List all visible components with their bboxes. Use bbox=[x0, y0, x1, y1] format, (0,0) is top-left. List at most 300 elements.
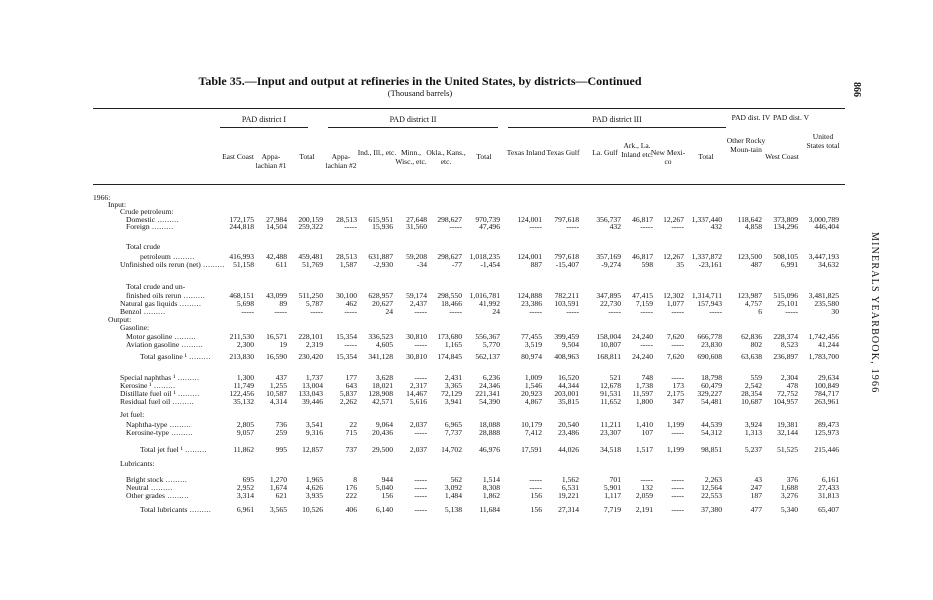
table-cell: 631,887 bbox=[368, 252, 393, 261]
table-cell: 51,158 bbox=[233, 260, 254, 269]
table-cell: 98,851 bbox=[701, 445, 722, 454]
table-cell: 59,174 bbox=[406, 291, 427, 300]
column-header: New Mexi-co bbox=[650, 148, 686, 166]
table-cell: 104,957 bbox=[773, 397, 798, 406]
row-label: Aviation gasoline ..... bbox=[126, 339, 203, 350]
table-cell: 2,263 bbox=[704, 475, 722, 484]
table-cell: 748 bbox=[641, 373, 653, 382]
table-cell: 2,300 bbox=[236, 340, 254, 349]
table-cell: 30,100 bbox=[336, 291, 357, 300]
table-cell: 157,943 bbox=[697, 299, 722, 308]
table-cell: ----- bbox=[414, 491, 427, 500]
table-cell: ----- bbox=[310, 307, 323, 316]
table-cell: 44,026 bbox=[558, 445, 579, 454]
table-cell: 11,211 bbox=[600, 420, 621, 429]
table-cell: 31,813 bbox=[818, 491, 839, 500]
table-cell: 42,488 bbox=[266, 252, 287, 261]
table-cell: 468,151 bbox=[229, 291, 254, 300]
table-cell: 2,319 bbox=[305, 340, 323, 349]
table-cell: 23,830 bbox=[701, 340, 722, 349]
table-cell: 7,719 bbox=[603, 505, 621, 514]
group-header-pad3: PAD district III bbox=[592, 115, 642, 124]
row-label: finished oils rerun ..... bbox=[126, 290, 205, 301]
table-cell: 329,227 bbox=[697, 389, 722, 398]
table-cell: 91,531 bbox=[600, 389, 621, 398]
table-cell: 643 bbox=[345, 381, 357, 390]
table-cell: 406 bbox=[345, 505, 357, 514]
table-cell: 5,901 bbox=[603, 483, 621, 492]
table-cell: 437 bbox=[275, 373, 287, 382]
table-cell: 65,407 bbox=[818, 505, 839, 514]
table-cell: 1,783,700 bbox=[808, 352, 839, 361]
table-cell: 1,737 bbox=[305, 373, 323, 382]
table-cell: 213,830 bbox=[229, 352, 254, 361]
table-cell: 6,965 bbox=[444, 420, 462, 429]
table-cell: 203,001 bbox=[554, 389, 579, 398]
table-cell: 13,004 bbox=[302, 381, 323, 390]
table-cell: 1,313 bbox=[744, 428, 762, 437]
table-cell: 23,307 bbox=[600, 428, 621, 437]
table-cell: 736 bbox=[275, 420, 287, 429]
row-label: Input: bbox=[108, 200, 127, 209]
table-cell: -2,930 bbox=[373, 260, 393, 269]
table-cell: 11,597 bbox=[632, 389, 653, 398]
table-cell: 103,591 bbox=[554, 299, 579, 308]
table-cell: ----- bbox=[785, 307, 798, 316]
column-header: La. Gulf bbox=[592, 148, 618, 157]
group-header-pad5: PAD dist. V bbox=[772, 113, 810, 122]
table-cell: 477 bbox=[750, 505, 762, 514]
table-cell: 2,431 bbox=[444, 373, 462, 382]
table-cell: 27,648 bbox=[406, 215, 427, 224]
table-cell: ----- bbox=[414, 428, 427, 437]
table-cell: 230,420 bbox=[298, 352, 323, 361]
table-cell: 22,553 bbox=[701, 491, 722, 500]
table-cell: 1,862 bbox=[482, 491, 500, 500]
table-cell: 562 bbox=[450, 475, 462, 484]
table-cell: 177 bbox=[345, 373, 357, 382]
table-cell: 6,236 bbox=[482, 373, 500, 382]
table-cell: 3,628 bbox=[375, 373, 393, 382]
table-cell: 1,674 bbox=[269, 483, 287, 492]
table-cell: 118,642 bbox=[737, 215, 762, 224]
table-cell: 72,129 bbox=[441, 389, 462, 398]
table-cell: 20,436 bbox=[372, 428, 393, 437]
table-cell: 44,539 bbox=[701, 420, 722, 429]
table-cell: 28,888 bbox=[479, 428, 500, 437]
table-cell: ----- bbox=[529, 222, 542, 231]
table-cell: 3,565 bbox=[269, 505, 287, 514]
table-cell: 408,963 bbox=[554, 352, 579, 361]
table-cell: 29,634 bbox=[818, 373, 839, 382]
table-cell: 1,688 bbox=[780, 483, 798, 492]
table-cell: 51,525 bbox=[777, 445, 798, 454]
table-cell: 173 bbox=[672, 381, 684, 390]
table-cell: 156 bbox=[381, 491, 393, 500]
table-cell: 44,344 bbox=[558, 381, 579, 390]
table-cell: 123,987 bbox=[737, 291, 762, 300]
table-cell: 462 bbox=[345, 299, 357, 308]
table-cell: 156 bbox=[530, 491, 542, 500]
table-cell: 19 bbox=[279, 340, 287, 349]
table-cell: 14,504 bbox=[266, 222, 287, 231]
table-cell: 125,973 bbox=[814, 428, 839, 437]
table-cell: 20,540 bbox=[558, 420, 579, 429]
table-cell: 30,810 bbox=[406, 332, 427, 341]
table-cell: 4,605 bbox=[375, 340, 393, 349]
table-cell: 1,514 bbox=[482, 475, 500, 484]
table-cell: ----- bbox=[566, 307, 579, 316]
table-cell: 1,009 bbox=[524, 373, 542, 382]
table-cell: 416,993 bbox=[229, 252, 254, 261]
table-cell: 134,296 bbox=[773, 222, 798, 231]
table-cell: 19,221 bbox=[558, 491, 579, 500]
table-cell: 9,057 bbox=[236, 428, 254, 437]
table-cell: 887 bbox=[530, 260, 542, 269]
table-cell: 18,798 bbox=[701, 373, 722, 382]
table-cell: 3,092 bbox=[444, 483, 462, 492]
table-cell: 14,702 bbox=[441, 445, 462, 454]
group-header-pad1: PAD district I bbox=[241, 115, 287, 124]
table-cell: 6,991 bbox=[780, 260, 798, 269]
table-cell: 1,800 bbox=[635, 397, 653, 406]
table-cell: 1,965 bbox=[305, 475, 323, 484]
table-cell: 2,542 bbox=[744, 381, 762, 390]
table-cell: 124,888 bbox=[517, 291, 542, 300]
table-cell: 174,845 bbox=[437, 352, 462, 361]
table-cell: 1,077 bbox=[666, 299, 684, 308]
table-cell: ----- bbox=[671, 483, 684, 492]
table-cell: ----- bbox=[671, 222, 684, 231]
table-cell: 23,386 bbox=[521, 299, 542, 308]
table-cell: 2,304 bbox=[780, 373, 798, 382]
table-cell: 59,208 bbox=[406, 252, 427, 261]
table-cell: 4,858 bbox=[744, 222, 762, 231]
table-cell: 10,526 bbox=[302, 505, 323, 514]
table-cell: 2,262 bbox=[339, 397, 357, 406]
table-cell: 1,587 bbox=[339, 260, 357, 269]
table-cell: 5,340 bbox=[780, 505, 798, 514]
table-cell: 9,504 bbox=[561, 340, 579, 349]
table-cell: 628,957 bbox=[368, 291, 393, 300]
table-cell: 15,354 bbox=[336, 352, 357, 361]
table-cell: 173,680 bbox=[437, 332, 462, 341]
table-cell: 1,016,781 bbox=[469, 291, 500, 300]
table-cell: 27,433 bbox=[818, 483, 839, 492]
column-header: Minn., Wisc., etc. bbox=[395, 148, 427, 166]
row-label: Crude petroleum: bbox=[120, 207, 174, 216]
table-cell: 12,857 bbox=[302, 445, 323, 454]
table-cell: 77,455 bbox=[521, 332, 542, 341]
table-cell: 43,099 bbox=[266, 291, 287, 300]
table-subtitle: (Thousand barrels) bbox=[387, 88, 453, 98]
table-cell: 2,437 bbox=[409, 299, 427, 308]
table-cell: 11,652 bbox=[600, 397, 621, 406]
table-cell: 6,961 bbox=[236, 505, 254, 514]
column-header: Ark., La. Inland etc. bbox=[621, 141, 653, 159]
table-cell: 10,179 bbox=[521, 420, 542, 429]
table-cell: 18,021 bbox=[372, 381, 393, 390]
table-cell: 29,500 bbox=[372, 445, 393, 454]
table-cell: 556,367 bbox=[475, 332, 500, 341]
table-cell: 1,270 bbox=[269, 475, 287, 484]
table-cell: 2,037 bbox=[409, 420, 427, 429]
table-cell: 1,742,456 bbox=[808, 332, 839, 341]
table-cell: 8,308 bbox=[482, 483, 500, 492]
row-label: Naphtha-type ..... bbox=[126, 419, 191, 430]
table-cell: 187 bbox=[750, 491, 762, 500]
row-label: Foreign ..... bbox=[126, 221, 174, 232]
row-label: Gasoline: bbox=[120, 323, 150, 332]
table-cell: 3,941 bbox=[444, 397, 462, 406]
table-cell: 46,817 bbox=[632, 215, 653, 224]
table-cell: 1,165 bbox=[444, 340, 462, 349]
table-cell: 298,550 bbox=[437, 291, 462, 300]
table-cell: 156 bbox=[530, 505, 542, 514]
table-cell: 22 bbox=[349, 420, 357, 429]
table-cell: 10,687 bbox=[741, 397, 762, 406]
table-cell: ----- bbox=[640, 340, 653, 349]
table-cell: 347 bbox=[672, 397, 684, 406]
table-cell: 511,250 bbox=[298, 291, 323, 300]
table-cell: 235,580 bbox=[814, 299, 839, 308]
table-cell: ----- bbox=[344, 307, 357, 316]
table-cell: 9,064 bbox=[375, 420, 393, 429]
table-cell: 23,486 bbox=[558, 428, 579, 437]
table-cell: 12,267 bbox=[663, 252, 684, 261]
table-cell: ----- bbox=[671, 340, 684, 349]
table-cell: 336,523 bbox=[368, 332, 393, 341]
table-cell: 7,737 bbox=[444, 428, 462, 437]
table-cell: -1,454 bbox=[480, 260, 500, 269]
table-cell: 128,908 bbox=[368, 389, 393, 398]
table-cell: 10,807 bbox=[600, 340, 621, 349]
table-cell: -15,407 bbox=[555, 260, 579, 269]
row-label: Benzol ..... bbox=[120, 306, 166, 317]
table-cell: 695 bbox=[242, 475, 254, 484]
table-cell: 4,757 bbox=[744, 299, 762, 308]
table-cell: 47,415 bbox=[632, 291, 653, 300]
table-cell: 172,175 bbox=[229, 215, 254, 224]
table-cell: 5,237 bbox=[744, 445, 762, 454]
table-cell: 30,810 bbox=[406, 352, 427, 361]
table-cell: 1,546 bbox=[524, 381, 542, 390]
table-cell: ----- bbox=[671, 475, 684, 484]
table-cell: 802 bbox=[750, 340, 762, 349]
table-cell: 1,018,235 bbox=[469, 252, 500, 261]
table-cell: 3,000,789 bbox=[808, 215, 839, 224]
table-cell: 432 bbox=[710, 222, 722, 231]
table-cell: 3,481,825 bbox=[808, 291, 839, 300]
table-cell: 1,410 bbox=[635, 420, 653, 429]
table-cell: 5,698 bbox=[236, 299, 254, 308]
table-cell: 1,314,711 bbox=[691, 291, 722, 300]
table-cell: 18,466 bbox=[441, 299, 462, 308]
table-cell: 158,004 bbox=[596, 332, 621, 341]
table-cell: ----- bbox=[529, 483, 542, 492]
table-cell: ----- bbox=[671, 505, 684, 514]
table-cell: 10,587 bbox=[266, 389, 287, 398]
table-cell: 611 bbox=[275, 260, 287, 269]
table-cell: 16,520 bbox=[558, 373, 579, 382]
table-cell: 72,752 bbox=[777, 389, 798, 398]
table-cell: 7,620 bbox=[666, 352, 684, 361]
table-cell: 797,618 bbox=[554, 215, 579, 224]
table-cell: 16,590 bbox=[266, 352, 287, 361]
table-cell: ----- bbox=[414, 505, 427, 514]
header-top-rule bbox=[93, 108, 845, 109]
table-cell: 1,738 bbox=[635, 381, 653, 390]
table-cell: 1,337,440 bbox=[691, 215, 722, 224]
row-label: Lubricants: bbox=[120, 459, 155, 468]
row-label: Natural gas liquids ..... bbox=[120, 298, 201, 309]
table-cell: 666,778 bbox=[697, 332, 722, 341]
table-cell: 5,616 bbox=[409, 397, 427, 406]
table-cell: ----- bbox=[414, 373, 427, 382]
table-cell: 228,101 bbox=[298, 332, 323, 341]
table-cell: 12,564 bbox=[701, 483, 722, 492]
column-header: United States total bbox=[806, 132, 840, 150]
table-cell: 2,191 bbox=[635, 505, 653, 514]
row-label: Total lubricants ..... bbox=[140, 504, 211, 515]
table-cell: ----- bbox=[640, 222, 653, 231]
table-cell: 34,518 bbox=[600, 445, 621, 454]
table-cell: 19,381 bbox=[777, 420, 798, 429]
table-cell: 28,513 bbox=[336, 215, 357, 224]
table-cell: 12,678 bbox=[600, 381, 621, 390]
table-cell: 2,175 bbox=[666, 389, 684, 398]
table-cell: 123,500 bbox=[737, 252, 762, 261]
table-cell: 459,481 bbox=[298, 252, 323, 261]
table-cell: 54,481 bbox=[701, 397, 722, 406]
table-cell: 54,312 bbox=[701, 428, 722, 437]
group-rule-pad2 bbox=[328, 127, 498, 128]
table-cell: 2,059 bbox=[635, 491, 653, 500]
table-cell: 4,626 bbox=[305, 483, 323, 492]
table-cell: 15,354 bbox=[336, 332, 357, 341]
row-label: Other grades ..... bbox=[126, 490, 189, 501]
table-cell: ----- bbox=[671, 491, 684, 500]
table-cell: ----- bbox=[414, 475, 427, 484]
table-cell: 3,935 bbox=[305, 491, 323, 500]
table-cell: ----- bbox=[608, 307, 621, 316]
table-cell: 28,513 bbox=[336, 252, 357, 261]
table-cell: 89,473 bbox=[818, 420, 839, 429]
row-label: Total jet fuel ¹ ..... bbox=[140, 444, 207, 455]
row-label: Kerosine ¹ ..... bbox=[120, 380, 176, 391]
row-label: Distillate fuel oil ¹ ..... bbox=[120, 388, 200, 399]
column-header: Texas Inland bbox=[506, 148, 546, 157]
table-cell: 24 bbox=[385, 307, 393, 316]
table-cell: 1,517 bbox=[635, 445, 653, 454]
table-cell: 8 bbox=[353, 475, 357, 484]
table-cell: 478 bbox=[786, 381, 798, 390]
table-cell: 200,159 bbox=[298, 215, 323, 224]
row-label: Special naphthas ¹ ..... bbox=[120, 372, 199, 383]
table-cell: 6,161 bbox=[821, 475, 839, 484]
table-cell: ----- bbox=[640, 307, 653, 316]
table-cell: 32,144 bbox=[777, 428, 798, 437]
table-cell: 51,769 bbox=[302, 260, 323, 269]
table-cell: 298,627 bbox=[437, 252, 462, 261]
table-cell: ----- bbox=[241, 307, 254, 316]
table-cell: 2,317 bbox=[409, 381, 427, 390]
group-header-pad4: PAD dist. IV bbox=[731, 113, 771, 122]
table-cell: ----- bbox=[640, 475, 653, 484]
row-label: Bright stock ..... bbox=[126, 474, 187, 485]
table-cell: 132 bbox=[641, 483, 653, 492]
table-cell: 18,088 bbox=[479, 420, 500, 429]
table-cell: 24,240 bbox=[632, 332, 653, 341]
table-cell: 62,836 bbox=[741, 332, 762, 341]
column-header: Okla., Kans., etc. bbox=[426, 148, 466, 166]
table-cell: 1,300 bbox=[236, 373, 254, 382]
table-cell: 11,862 bbox=[233, 445, 254, 454]
table-cell: 8,523 bbox=[780, 340, 798, 349]
row-label: Jet fuel: bbox=[120, 410, 145, 419]
table-cell: 244,818 bbox=[229, 222, 254, 231]
column-header: Total bbox=[698, 152, 714, 161]
row-label: Total crude and un- bbox=[126, 282, 186, 291]
table-cell: 6 bbox=[758, 307, 762, 316]
table-cell: 615,951 bbox=[368, 215, 393, 224]
table-cell: 7,412 bbox=[524, 428, 542, 437]
table-cell: 2,037 bbox=[409, 445, 427, 454]
row-label: Residual fuel oil ..... bbox=[120, 396, 194, 407]
table-cell: 25,101 bbox=[777, 299, 798, 308]
table-cell: 1,484 bbox=[444, 491, 462, 500]
table-cell: 259 bbox=[275, 428, 287, 437]
table-cell: 17,591 bbox=[521, 445, 542, 454]
table-cell: 228,374 bbox=[773, 332, 798, 341]
table-cell: 1,199 bbox=[666, 420, 684, 429]
table-cell: 12,267 bbox=[663, 215, 684, 224]
table-cell: ----- bbox=[529, 475, 542, 484]
table-cell: -23,161 bbox=[698, 260, 722, 269]
group-header-pad2: PAD district II bbox=[389, 115, 437, 124]
table-cell: 970,739 bbox=[475, 215, 500, 224]
table-cell: 24,346 bbox=[479, 381, 500, 390]
table-cell: 236,897 bbox=[773, 352, 798, 361]
table-cell: 16,571 bbox=[266, 332, 287, 341]
table-cell: 446,404 bbox=[814, 222, 839, 231]
table-cell: 3,541 bbox=[305, 420, 323, 429]
table-cell: 715 bbox=[345, 428, 357, 437]
table-cell: 222 bbox=[345, 491, 357, 500]
table-cell: ----- bbox=[414, 340, 427, 349]
table-cell: 3,365 bbox=[444, 381, 462, 390]
table-cell: 7,159 bbox=[635, 299, 653, 308]
column-header: Total bbox=[299, 152, 315, 161]
table-cell: ----- bbox=[709, 307, 722, 316]
table-cell: 89 bbox=[279, 299, 287, 308]
table-cell: 47,496 bbox=[479, 222, 500, 231]
table-cell: ----- bbox=[344, 340, 357, 349]
table-cell: 797,618 bbox=[554, 252, 579, 261]
column-header: Ind., Ill., etc. bbox=[357, 148, 397, 157]
table-cell: -34 bbox=[416, 260, 427, 269]
table-cell: 356,737 bbox=[596, 215, 621, 224]
table-cell: ----- bbox=[414, 307, 427, 316]
table-cell: 3,447,193 bbox=[808, 252, 839, 261]
row-label: Output: bbox=[108, 315, 132, 324]
row-label: Motor gasoline ..... bbox=[126, 331, 196, 342]
table-cell: 559 bbox=[750, 373, 762, 382]
table-cell: 3,314 bbox=[236, 491, 254, 500]
table-cell: 4,314 bbox=[269, 397, 287, 406]
table-cell: 376 bbox=[786, 475, 798, 484]
table-cell: 12,302 bbox=[663, 291, 684, 300]
